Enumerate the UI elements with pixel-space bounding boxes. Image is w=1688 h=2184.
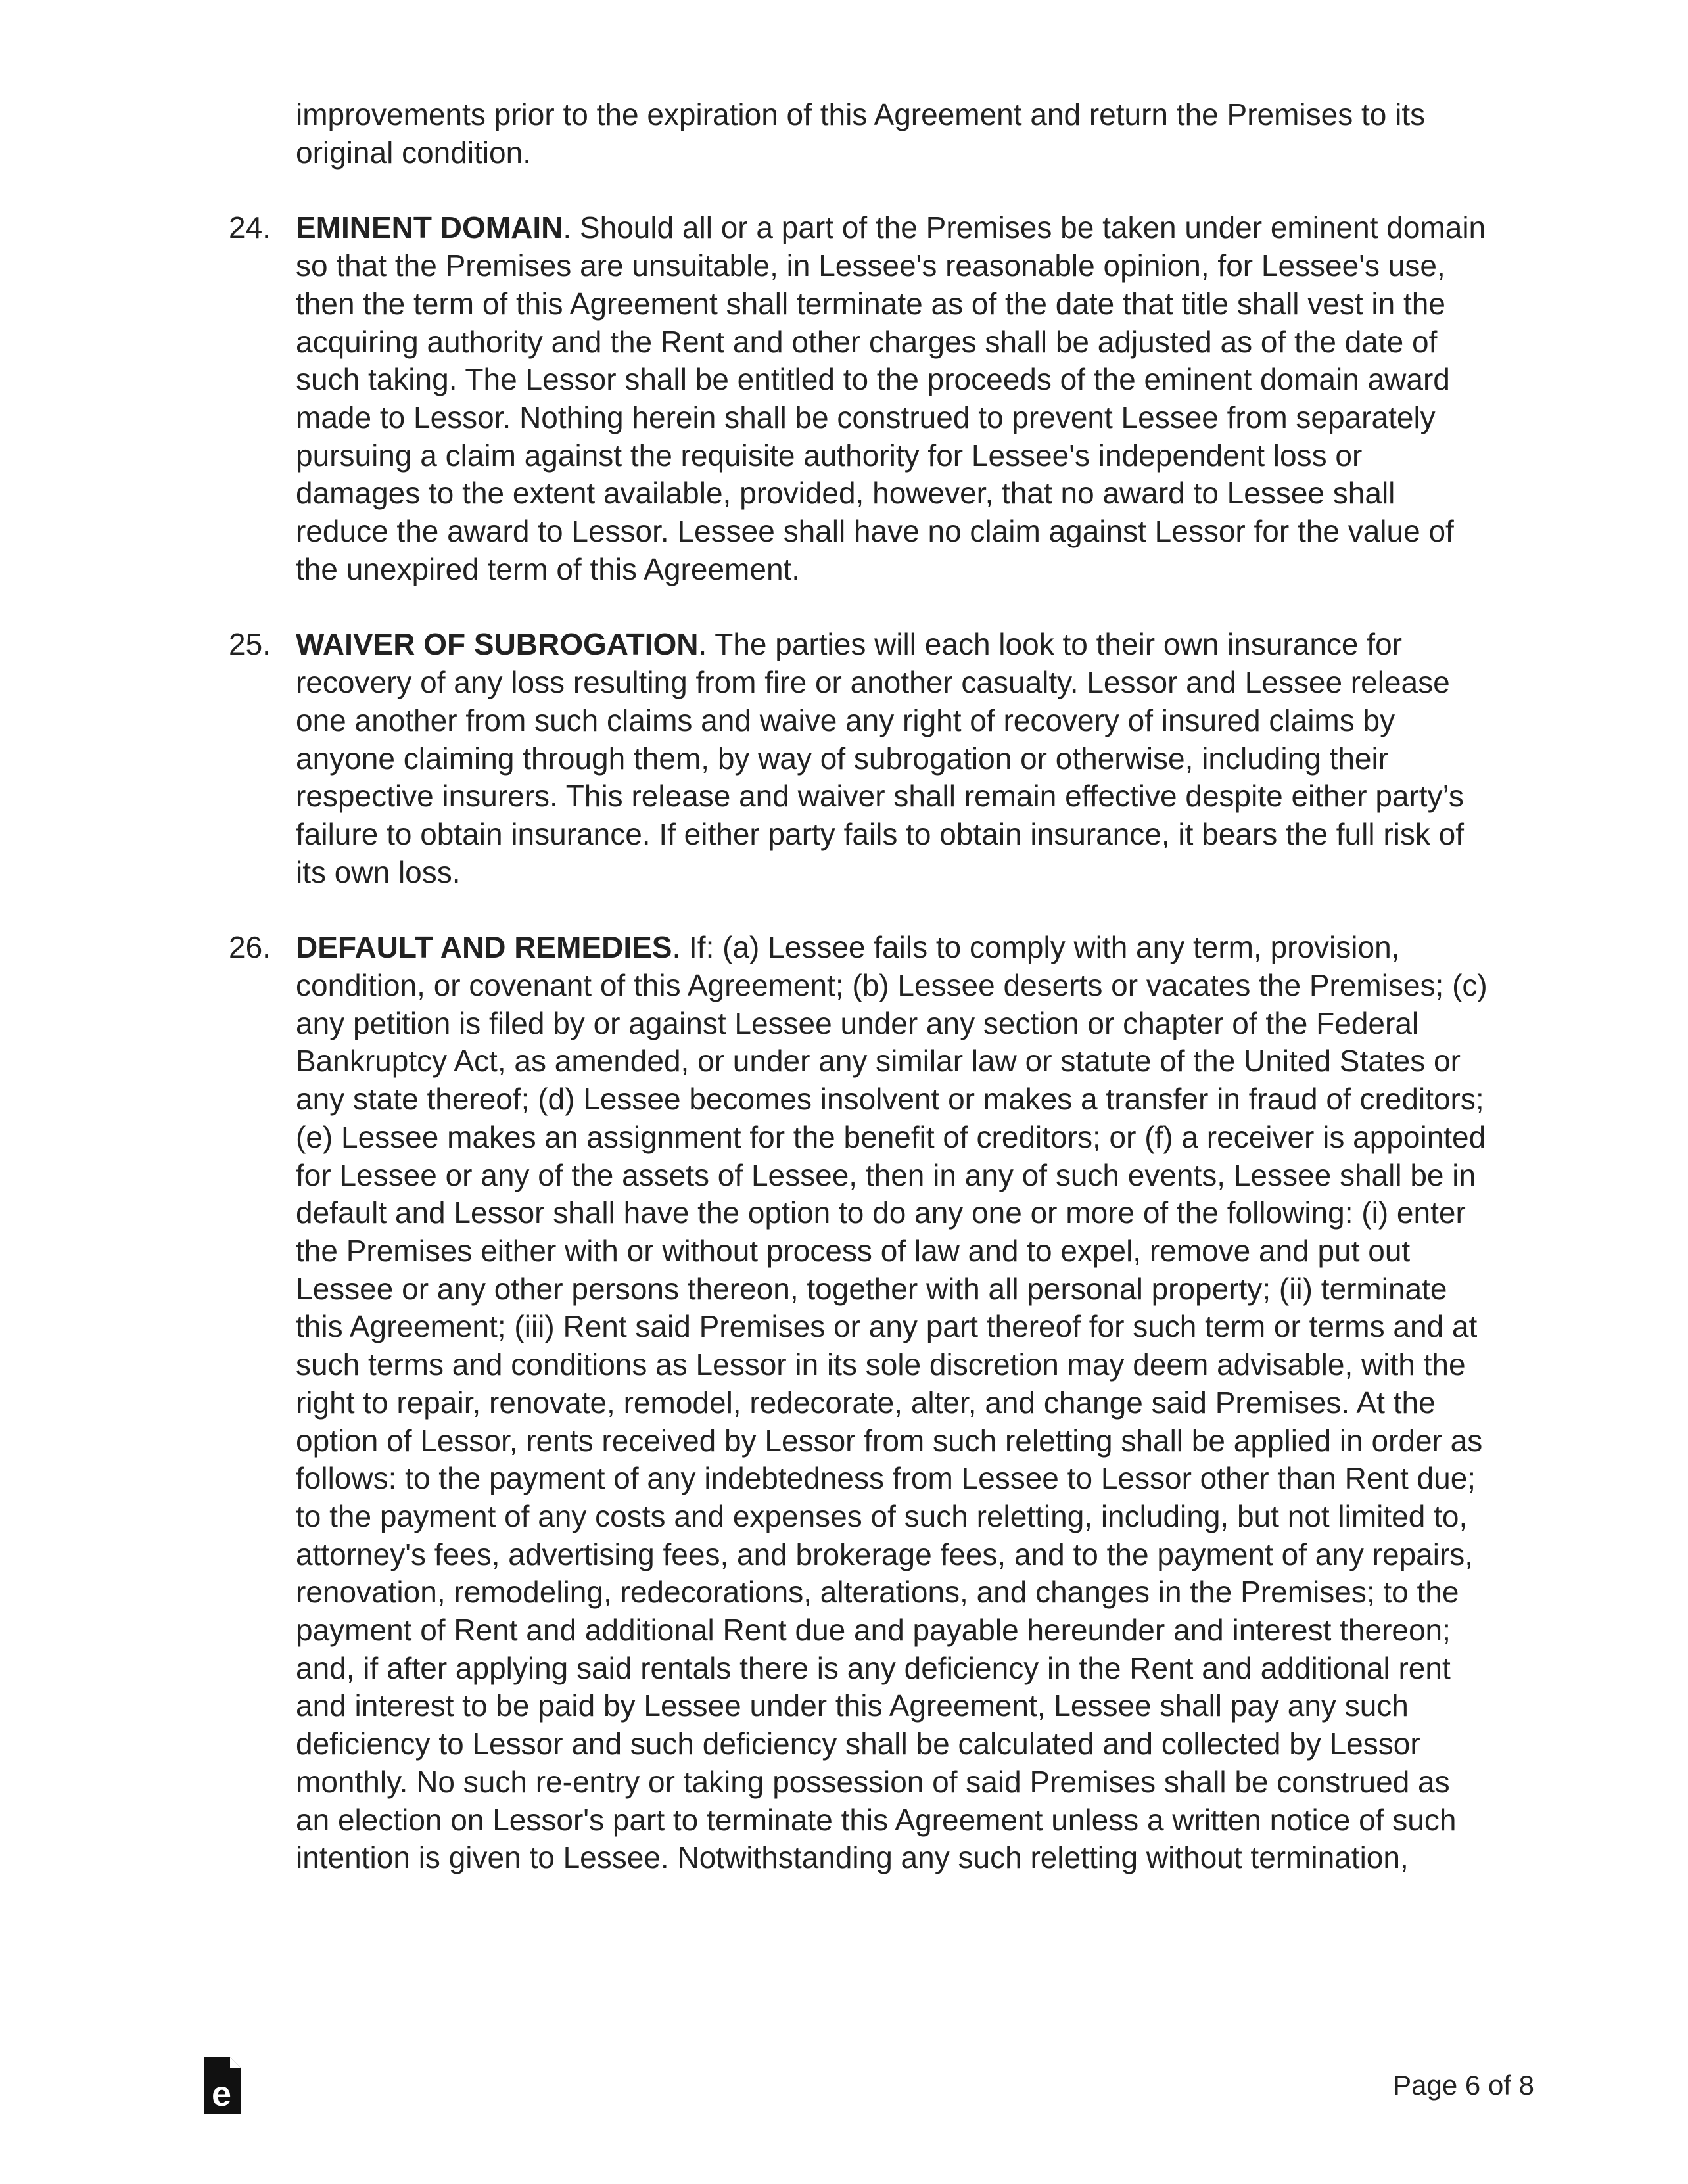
section-number: 24. [229, 210, 271, 245]
document-body [229, 96, 1491, 1877]
section-text: . The parties will each look to their own insurance for recovery of any loss resulting from fire or another casualty. Lessor and Lessee release one another from such claims and waive any right of recovery of insured claims by anyone claiming through them, by way of subrogation or otherwise, including their respective insurers. This release and waiver shall remain effective despite either party’s failure to obtain insurance. If either party fails to obtain insurance, it bears the full risk of its own loss. [296, 627, 1465, 889]
section-number: 25. [229, 627, 271, 662]
section-text: . Should all or a part of the Premises be taken under eminent domain so that the Premises are unsuitable, in Lessee's reasonable opinion, for Lessee's use, then the term of this Agreement shall terminate as of the date that title shall vest in the acquiring authority and the Rent and other charges shall be adjusted as of the date of such taking. The Lessor shall be entitled to the proceeds of the eminent domain award made to Lessor. Nothing herein shall be construed to prevent Lessee from separately pursuing a claim against the requisite authority for Lessee's independent loss or damages to the extent available, provided, however, that no award to Lessee shall reduce the award to Lessor. Lessee shall have no claim against Lessor for the value of the unexpired term of this Agreement. [296, 210, 1486, 586]
section-heading: EMINENT DOMAIN [296, 210, 563, 245]
eforms-logo-icon [204, 2057, 241, 2114]
logo-letter: e [211, 2074, 232, 2114]
section-26-default-and-remedies [229, 929, 1491, 1877]
section-24-eminent-domain [229, 209, 1491, 588]
section-heading: WAIVER OF SUBROGATION [296, 627, 699, 662]
section-heading: DEFAULT AND REMEDIES [296, 930, 672, 965]
section-number: 26. [229, 930, 271, 965]
section-text: . If: (a) Lessee fails to comply with any term, provision, condition, or covenant of this Agreement; (b) Lessee deserts or vacates the Premises; (c) any petition is filed by or against Lessee under any section or chapter of the Federal Bankruptcy Act, as amended, or under any similar law or statute of the United States or any state thereof; (d) Lessee becomes insolvent or makes a transfer in fraud of creditors; (e) Lessee makes an assignment for the benefit of creditors; or (f) a receiver is appointed for Lessee or any of the assets of Lessee, then in any of such events, Lessee shall be in default and Lessor shall have the option to do any one or more of the following: (i) enter the Premises either with or without process of law and to expel, remove and put out Lessee or any other persons thereon, together with all personal property; (ii) terminate this Agreement; (iii) Rent said Premises or any part thereof for such term or terms and at such terms and conditions as Lessor in its sole discretion may deem advisable, with the right to repair, renovate, remodel, redecorate, alter, and change said Premises. At the option of Lessor, rents received by Lessor from such reletting shall be applied in order as follows: to the payment of any indebtedness from Lessee to Lessor other than Rent due; to the payment of any costs and expenses of such reletting, including, but not limited to, attorney's fees, advertising fees, and brokerage fees, and to the payment of any repairs, renovation, remodeling, redecorations, alterations, and changes in the Premises; to the payment of Rent and additional Rent due and payable hereunder and interest thereon; and, if after applying said rentals there is any deficiency in the Rent and additional rent and interest to be paid by Lessee under this Agreement, Lessee shall pay any such deficiency to Lessor and such deficiency shall be calculated and collected by Lessor monthly. No such re-entry or taking possession of said Premises shall be construed as an election on Lessor's part to terminate this Agreement unless a written notice of such intention is given to Lessee. Notwithstanding any such reletting without termination, [296, 930, 1488, 1875]
continued-paragraph: improvements prior to the expiration of this Agreement and return the Premises to its original condition. [296, 97, 1426, 170]
section-25-waiver-of-subrogation [229, 626, 1491, 891]
page-number: Page 6 of 8 [1393, 2070, 1534, 2101]
